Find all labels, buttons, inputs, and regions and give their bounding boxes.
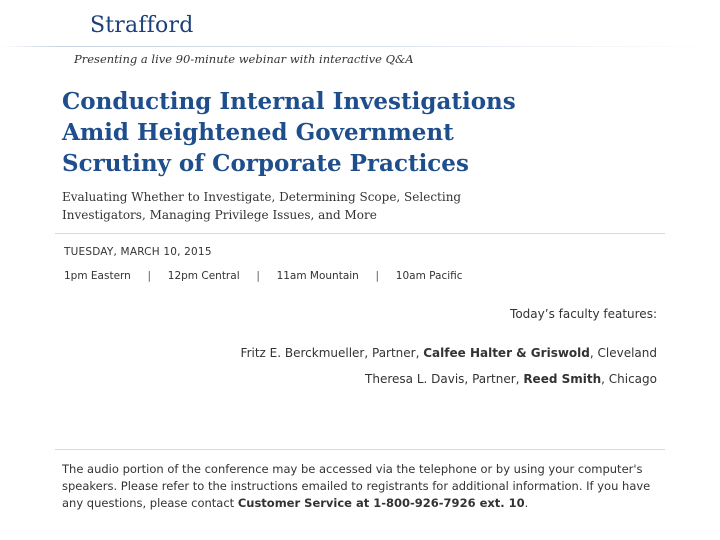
time-pacific: 10am Pacific: [395, 270, 463, 282]
faculty-city: , Chicago: [601, 372, 657, 386]
time-eastern: 1pm Eastern: [64, 270, 131, 282]
faculty-name-role: Fritz E. Berckmueller, Partner,: [240, 346, 424, 360]
time-central: 12pm Central: [167, 270, 240, 282]
faculty-heading: Today’s faculty features:: [510, 307, 657, 321]
faculty-firm: Calfee Halter & Griswold: [423, 346, 590, 360]
header-divider: [0, 46, 720, 47]
strafford-logo: Strafford: [90, 13, 194, 38]
time-separator: |: [147, 270, 152, 282]
webinar-tagline: Presenting a live 90-minute webinar with interactive Q&A: [74, 52, 414, 66]
time-mountain: 11am Mountain: [276, 270, 359, 282]
title-line: Amid Heightened Government: [62, 119, 454, 146]
faculty-member: [241, 346, 657, 360]
time-separator: |: [256, 270, 260, 282]
webinar-subtitle: [62, 188, 482, 224]
faculty-name-role: Theresa L. Davis, Partner,: [365, 372, 524, 386]
webinar-times: [64, 270, 463, 282]
subtitle-line: Evaluating Whether to Investigate, Determining Scope, Selecting: [62, 190, 462, 204]
title-line: Scrutiny of Corporate Practices: [62, 150, 469, 177]
footer-divider: [55, 449, 665, 450]
webinar-title: [62, 86, 662, 179]
faculty-firm: Reed Smith: [523, 372, 602, 386]
footer-end: .: [524, 496, 529, 510]
webinar-date: TUESDAY, MARCH 10, 2015: [64, 246, 212, 258]
title-line: Conducting Internal Investigations: [62, 88, 516, 115]
footer-text: The audio portion of the conference may be accessed via the telephone or by using your computer's speakers. Please refer to the instructions emailed to registrants for additional information. If you have any questions, please contact: [62, 462, 651, 510]
audio-instructions: [62, 461, 662, 512]
subtitle-line: Investigators, Managing Privilege Issues, and More: [62, 208, 377, 222]
faculty-member: [365, 372, 657, 386]
customer-service-contact: Customer Service at 1-800-926-7926 ext. 10: [237, 496, 525, 510]
time-separator: |: [375, 270, 380, 282]
section-divider: [55, 233, 665, 234]
faculty-city: , Cleveland: [589, 346, 657, 360]
